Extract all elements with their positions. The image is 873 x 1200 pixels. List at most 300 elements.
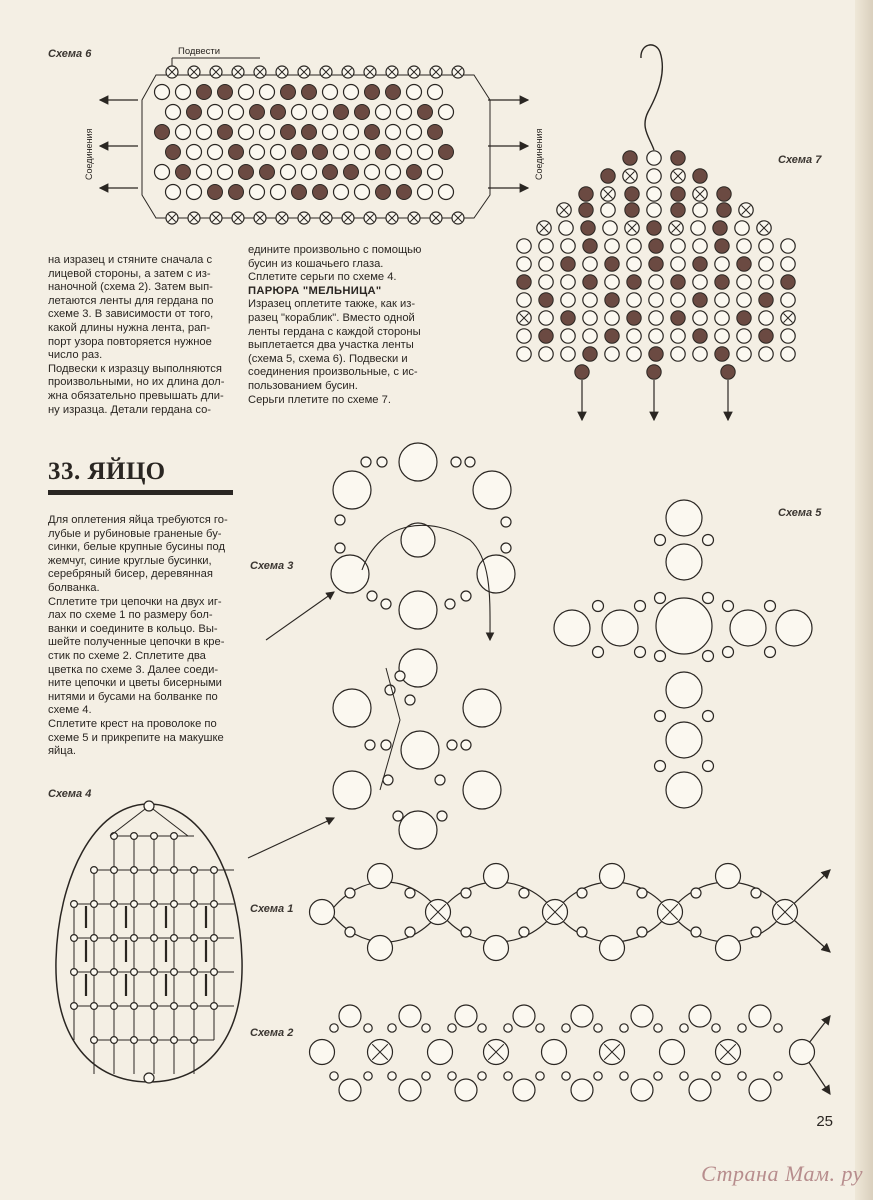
bead-open [774,1024,782,1032]
bead-open [111,833,118,840]
bead-open [504,1024,512,1032]
bead-filled [281,85,296,100]
bead-open [111,935,118,942]
bead-open [448,1024,456,1032]
bead-open [144,801,154,811]
bead-open [627,329,641,343]
bead-open [208,105,223,120]
text-line: Для оплетения яйца требуются го- [48,514,228,526]
bead-open [577,927,587,937]
bead-open [484,936,509,961]
thread-line [110,806,149,836]
bead-open [333,471,371,509]
bead-filled [583,347,597,361]
bead-open [517,329,531,343]
bead-open [191,969,198,976]
bead-open [399,1005,421,1027]
bead-open [381,740,391,750]
bead-open [712,1024,720,1032]
bead-open [451,457,461,467]
bead-open [323,125,338,140]
bead-open [737,329,751,343]
text-line: произвольными, но их длина дол- [48,376,225,389]
text-line: жна обязательно превышать дли- [48,389,224,402]
bead-open [593,601,604,612]
bead-open [655,711,666,722]
bead-open [465,457,475,467]
bead-open [738,1024,746,1032]
bead-open [407,125,422,140]
scheme5-diagram [554,500,812,808]
bead-open [461,740,471,750]
bead-open [463,771,501,809]
bead-open [111,1037,118,1044]
bead-open [260,125,275,140]
bead-open [577,888,587,898]
bead-open [781,329,795,343]
text-line: ленты гердана с каждой стороны [248,325,421,338]
scheme7-diagram [517,45,795,420]
bead-filled [715,347,729,361]
bead-filled [605,329,619,343]
text-line: Сплетите крест на проволоке по [48,717,217,730]
bead-open [330,1072,338,1080]
connections-label-right: Соединения [534,128,544,180]
scheme6-caption: Схема 6 [48,48,92,60]
bead-open [649,293,663,307]
bead-open [539,311,553,325]
podvesti-label: Подвести [178,46,221,57]
scheme3-caption: Схема 3 [250,560,294,572]
bead-open [310,1040,335,1065]
scheme2-diagram [310,1005,831,1101]
bead-open [781,293,795,307]
bead-open [111,901,118,908]
bead-open [151,833,158,840]
bead-open [715,293,729,307]
bead-open [131,1003,138,1010]
bead-open [445,599,455,609]
bead-open [71,969,78,976]
bead-filled [715,239,729,253]
bead-open [671,239,685,253]
bead-open [539,347,553,361]
bead-open [737,293,751,307]
bead-open [561,293,575,307]
bead-open [647,151,661,165]
bead-open [455,1005,477,1027]
bead-open [594,1024,602,1032]
scheme5-caption: Схема 5 [778,507,822,519]
bead-open [330,1024,338,1032]
bead-open [703,535,714,546]
text-line: число раз. [48,349,103,362]
bead-open [71,901,78,908]
bead-open [654,1024,662,1032]
bead-open [131,901,138,908]
bead-filled [155,125,170,140]
bead-open [355,185,370,200]
bead-filled [721,365,735,379]
scheme7-caption: Схема 7 [778,154,822,166]
bead-open [171,833,178,840]
bead-open [461,888,471,898]
bead-open [593,647,604,658]
bead-open [229,105,244,120]
bead-open [155,85,170,100]
bead-filled [208,185,223,200]
bead-open [583,257,597,271]
text-line: летаются ленты для гердана по [48,294,214,307]
bead-open [561,239,575,253]
bead-filled [561,257,575,271]
bead-open [191,867,198,874]
text-line: пользованием бусин. [248,379,358,392]
bead-open [655,593,666,604]
bead-filled [625,203,639,217]
bead-open [517,257,531,271]
bead-filled [671,203,685,217]
bead-open [131,1037,138,1044]
text-line: выплетается два участка ленты [248,339,414,352]
bead-open [637,927,647,937]
bead-open [759,275,773,289]
bead-filled [575,365,589,379]
bead-open [355,145,370,160]
bead-open [666,772,702,808]
bead-filled [583,275,597,289]
bead-open [484,864,509,889]
bead-open [171,1037,178,1044]
bead-open [388,1072,396,1080]
text-line: цветка по схеме 3. Далее соеди- [48,663,219,676]
bead-open [671,257,685,271]
bead-filled [581,221,595,235]
bead-open [635,601,646,612]
bead-open [302,165,317,180]
bead-filled [344,165,359,180]
text-line: схеме 5 и прикрепите на макушке [48,731,224,744]
bead-open [542,1040,567,1065]
bead-open [671,329,685,343]
bead-open [627,257,641,271]
bead-open [691,888,701,898]
text-column-1 [48,254,233,417]
bead-open [781,257,795,271]
bead-open [737,239,751,253]
bead-open [361,457,371,467]
bead-open [517,239,531,253]
bead-open [654,1072,662,1080]
bead-open [647,169,661,183]
bead-open [759,257,773,271]
bead-open [693,239,707,253]
scheme6-diagram [100,58,528,224]
bead-open [111,969,118,976]
bead-open [151,1003,158,1010]
bead-open [751,927,761,937]
thread-path [641,45,662,150]
bead-open [439,185,454,200]
bead-open [703,651,714,662]
bead-open [166,105,181,120]
scheme4-diagram [56,801,242,1083]
bead-open [737,347,751,361]
bead-open [281,165,296,180]
bead-filled [313,185,328,200]
bead-open [171,867,178,874]
text-line: Сплетите три цепочки на двух иг- [48,595,222,608]
scheme3-diagram [248,443,515,858]
bead-open [627,239,641,253]
thread-line [266,592,334,640]
text-line: какой длины нужна лента, рап- [48,321,211,334]
bead-open [730,610,766,646]
bead-open [365,165,380,180]
bead-open [691,927,701,937]
text-line: лах по схеме 1 по размеру бол- [48,609,213,622]
bead-open [151,935,158,942]
bead-open [151,969,158,976]
scheme1-diagram [310,864,831,961]
bead-open [111,867,118,874]
bead-open [605,347,619,361]
bead-open [91,867,98,874]
bead-filled [376,185,391,200]
bead-open [715,329,729,343]
text-line: серебряный бисер, деревянная [48,568,213,581]
bead-filled [561,311,575,325]
bead-open [519,927,529,937]
bead-open [313,105,328,120]
bead-open [749,1079,771,1101]
bead-open [602,610,638,646]
bead-open [386,165,401,180]
bead-open [399,443,437,481]
bead-open [428,1040,453,1065]
bead-open [333,689,371,727]
bead-open [131,833,138,840]
bead-filled [292,145,307,160]
bead-open [271,185,286,200]
bead-open [790,1040,815,1065]
bead-open [364,1024,372,1032]
bead-open [781,347,795,361]
bead-open [594,1072,602,1080]
bead-open [191,1037,198,1044]
scheme4-caption: Схема 4 [48,788,92,800]
bead-open [191,935,198,942]
bead-open [381,599,391,609]
bead-filled [715,275,729,289]
bead-open [91,1003,98,1010]
bead-open [776,610,812,646]
bead-open [759,347,773,361]
bead-open [478,1024,486,1032]
bead-open [703,593,714,604]
bead-open [649,275,663,289]
bead-filled [260,165,275,180]
bead-open [759,239,773,253]
bead-open [647,203,661,217]
bead-open [131,935,138,942]
bead-filled [759,293,773,307]
page-number: 25 [816,1113,833,1130]
bead-open [559,221,573,235]
bead-open [437,811,447,821]
bead-open [405,695,415,705]
bead-open [693,203,707,217]
bead-open [501,517,511,527]
bead-open [71,1003,78,1010]
bead-open [377,457,387,467]
bead-open [368,864,393,889]
bead-open [666,722,702,758]
bead-filled [717,187,731,201]
bead-open [144,1073,154,1083]
bead-open [218,165,233,180]
bead-open [455,1079,477,1101]
bead-filled [376,145,391,160]
text-line: на изразец и стяните сначала с [48,254,213,266]
section-title: 33. ЯЙЦО [48,458,166,485]
bead-filled [693,329,707,343]
bead-filled [583,239,597,253]
bead-filled [625,187,639,201]
heading-rule [48,490,233,495]
bead-open [171,1003,178,1010]
bead-open [383,775,393,785]
bead-open [519,888,529,898]
text-line: схеме 4. [48,704,92,717]
bead-open [693,347,707,361]
bead-filled [218,85,233,100]
bead-open [331,555,369,593]
bead-open [345,927,355,937]
connections-label-left: Соединения [84,128,94,180]
bead-open [197,125,212,140]
bead-open [239,125,254,140]
bead-filled [229,185,244,200]
bead-filled [579,203,593,217]
bead-filled [737,257,751,271]
bead-open [737,275,751,289]
bead-open [335,543,345,553]
bead-filled [627,311,641,325]
text-line: нитями и бусами на болванке по [48,690,218,703]
bead-open [405,888,415,898]
bead-filled [323,165,338,180]
bead-filled [313,145,328,160]
bead-open [171,935,178,942]
bead-open [334,145,349,160]
bead-open [774,1072,782,1080]
text-line: шейте полученные цепочки в кре- [48,636,225,649]
bead-open [111,1003,118,1010]
bead-open [211,969,218,976]
bead-filled [693,169,707,183]
bead-open [517,347,531,361]
bead-open [428,165,443,180]
bead-open [660,1040,685,1065]
bead-open [310,900,335,925]
bead-filled [627,275,641,289]
bead-open [399,649,437,687]
bead-open [151,901,158,908]
bead-open [583,311,597,325]
bead-open [131,969,138,976]
bead-open [401,731,439,769]
bead-open [501,543,511,553]
bead-open [723,647,734,658]
bead-open [71,935,78,942]
bead-filled [601,169,615,183]
bead-open [395,671,405,681]
bead-open [339,1005,361,1027]
bead-open [554,610,590,646]
scheme1-caption: Схема 1 [250,903,294,915]
bead-open [671,293,685,307]
bead-open [680,1072,688,1080]
bead-filled [239,165,254,180]
bead-open [655,761,666,772]
bead-open [323,85,338,100]
bead-open [91,969,98,976]
bead-filled [365,125,380,140]
bead-open [91,901,98,908]
text-line: соединения произвольные, с ис- [248,366,418,379]
bead-open [344,85,359,100]
text-line: болванка. [48,581,100,594]
bead-filled [579,187,593,201]
bead-open [345,888,355,898]
bead-open [397,105,412,120]
bead-open [439,105,454,120]
bead-open [91,1037,98,1044]
bead-filled [187,105,202,120]
bead-open [738,1072,746,1080]
bead-filled [737,311,751,325]
bead-filled [334,105,349,120]
bead-open [187,185,202,200]
bead-open [239,85,254,100]
bead-filled [407,165,422,180]
bead-open [539,239,553,253]
bead-open [388,1024,396,1032]
bead-open [603,221,617,235]
thread-line [149,806,188,836]
bead-open [407,85,422,100]
bead-open [620,1024,628,1032]
text-line: ванки и соедините в кольцо. Вы- [48,622,218,635]
bead-open [461,927,471,937]
bead-filled [647,221,661,235]
bead-open [655,535,666,546]
text-line: жемчуг, синие круглые бусинки, [48,554,212,567]
bead-open [151,867,158,874]
bead-open [166,185,181,200]
bead-open [397,145,412,160]
bead-open [749,1005,771,1027]
text-line: ну изразца. Детали гердана со- [48,403,212,416]
bead-filled [649,257,663,271]
bead-open [422,1024,430,1032]
bead-open [637,888,647,898]
bead-filled [671,275,685,289]
bead-open [513,1005,535,1027]
bead-open [250,145,265,160]
bead-open [422,1072,430,1080]
